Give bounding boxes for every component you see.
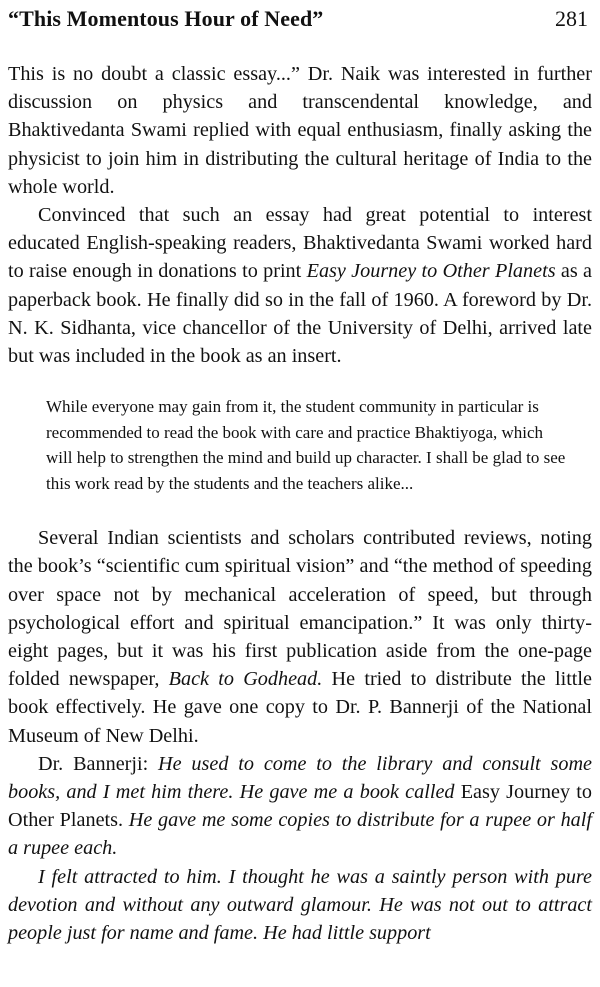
page-number: 281: [555, 6, 588, 31]
paragraph-2-text-a: Convinced that such an essay had great potential to interest educated English-speaking readers, Bhaktivedanta Swami worked hard to raise enough in donations to print: [8, 204, 592, 283]
interview-paragraph-2: I felt attracted to him. I thought he was a saintly person with pure devotion and without any outward glamour. He was not out to attract people just for name and fame. He had little support: [8, 865, 592, 945]
paragraph-3: [8, 524, 592, 750]
paragraph-3-text-a: Several Indian scientists and scholars contributed reviews, noting the book’s “scientific cum spiritual vision” and “the method of speeding over space not by mechanical acceleration of speed, but through psychological effort and spiritual emancipation.” It was only thirty-eight pages, but it was his first publication aside from the one-page folded newspaper,: [8, 527, 592, 691]
interview-text-b: He gave me some copies to distribute for a rupee or half a rupee each.: [8, 809, 592, 860]
chapter-title: “This Momentous Hour of Need”: [8, 6, 324, 31]
back-to-godhead-title: Back to Godhead.: [168, 668, 323, 691]
paragraph-2: [8, 201, 592, 370]
foreword-quote-text: While everyone may gain from it, the student community in particular is recommended to read the book with care and practice Bhaktiyoga, which will help to strengthen the mind and build up character. I shall be glad to see this work read by the students and the teachers alike...: [46, 397, 566, 493]
running-header: [8, 6, 592, 40]
book-title-roman: Easy Journey to Other Planets.: [8, 781, 592, 832]
paragraph-3-text-b: He tried to distribute the little book effectively. He gave one copy to Dr. P. Bannerji of the National Museum of New Delhi.: [8, 668, 592, 747]
interview-paragraph-1: [8, 750, 592, 863]
foreword-quote: [46, 394, 568, 496]
paragraph-2-text-b: as a paperback book. He finally did so in the fall of 1960. A foreword by Dr. N. K. Sidhanta, vice chancellor of the University of Delhi, arrived late but was included in the book as an insert.: [8, 260, 593, 368]
body-text: [8, 60, 592, 947]
book-title-easy-journey: Easy Journey to Other Planets: [306, 260, 556, 283]
paragraph-1: This is no doubt a classic essay...” Dr. Naik was interested in further discussion on physics and transcendental knowledge, and Bhaktivedanta Swami replied with equal enthusiasm, finally asking the physicist to join him in distributing the cultural heritage of India to the whole world.: [8, 63, 592, 198]
speaker-label: Dr. Bannerji:: [38, 752, 149, 775]
interview-text-a: He used to come to the library and consult some books, and I met him there. He gave me a book called: [8, 752, 592, 804]
